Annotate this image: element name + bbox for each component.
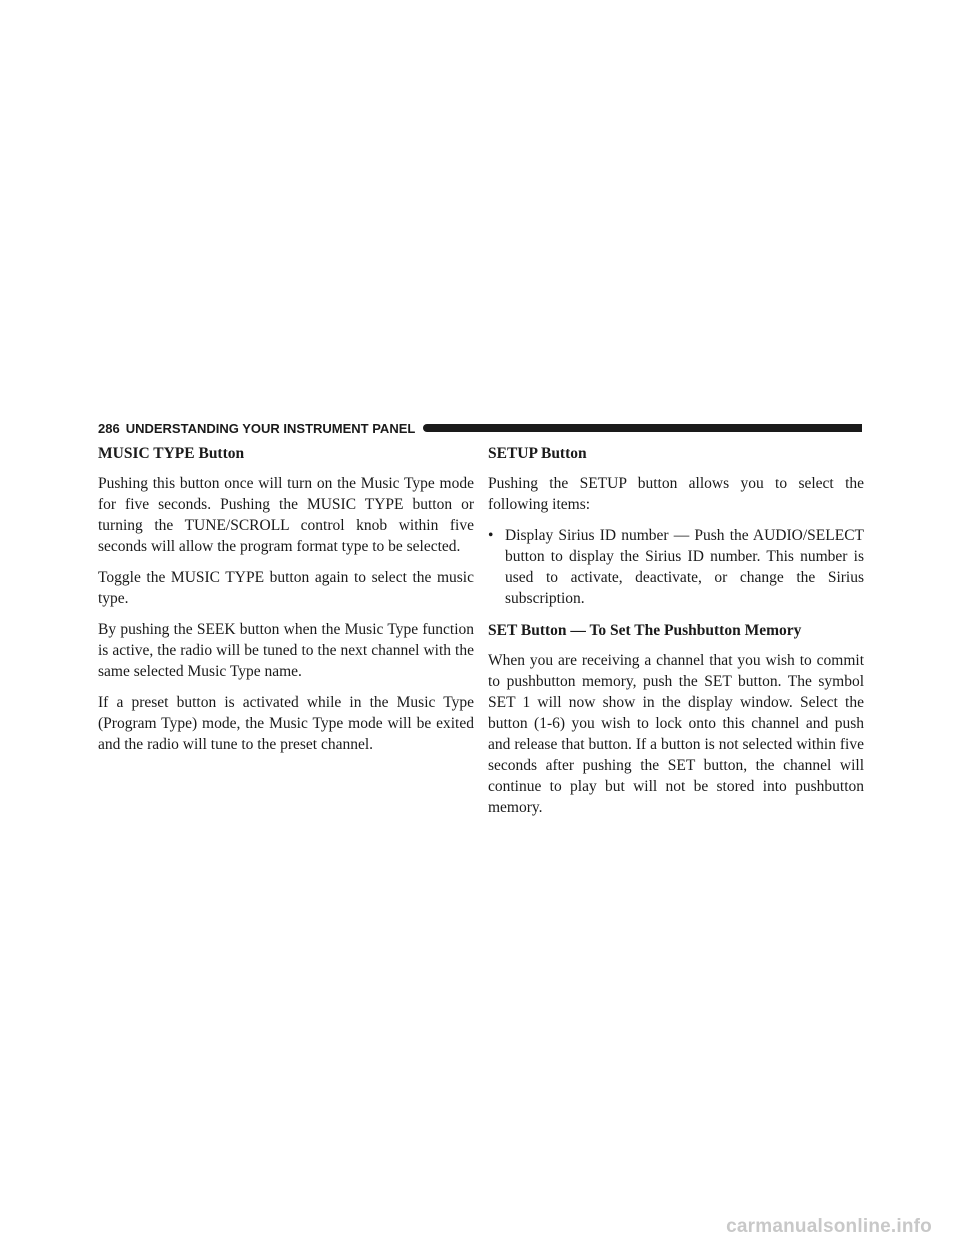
music-type-paragraph-2: Toggle the MUSIC TYPE button again to select the music type. <box>98 569 474 607</box>
music-type-heading: MUSIC TYPE Button <box>98 445 245 462</box>
setup-heading: SETUP Button <box>488 445 587 462</box>
set-paragraph: When you are receiving a channel that you wish to commit to pushbutton memory, push the SET button. The symbol SET 1 will now show in the display window. Select the button (1-6) you wish to lock onto this channel and push and release that button. If a button is not selected within five seconds after pushing the SET button, the channel will continue to play but will not be stored into pushbutton memory. <box>488 652 864 816</box>
section-title: UNDERSTANDING YOUR INSTRUMENT PANEL <box>125 420 416 436</box>
watermark: carmanualsonline.info <box>726 1216 932 1237</box>
page-number: 286 <box>98 420 120 436</box>
left-column <box>98 443 474 765</box>
page-header <box>98 418 862 438</box>
bullet-icon: • <box>488 527 494 544</box>
setup-intro: Pushing the SETUP button allows you to select the following items: <box>488 475 864 513</box>
list-item <box>488 525 864 609</box>
music-type-paragraph-1: Pushing this button once will turn on the Music Type mode for five seconds. Pushing the MUSIC TYPE button or turning the TUNE/SCROLL control knob within five seconds will allow the program format type to be selected. <box>98 475 474 555</box>
right-column <box>488 443 864 828</box>
music-type-paragraph-4: If a preset button is activated while in the Music Type (Program Type) mode, the Music Type mode will be exited and the radio will tune to the preset channel. <box>98 694 474 753</box>
header-rule <box>423 424 862 432</box>
bullet-text: Display Sirius ID number — Push the AUDIO/SELECT button to display the Sirius ID number. This number is used to activate, deactivate, or change the Sirius subscription. <box>505 527 864 607</box>
music-type-paragraph-3: By pushing the SEEK button when the Music Type function is active, the radio will be tuned to the next channel with the same selected Music Type name. <box>98 621 474 680</box>
set-heading: SET Button — To Set The Pushbutton Memory <box>488 622 802 639</box>
